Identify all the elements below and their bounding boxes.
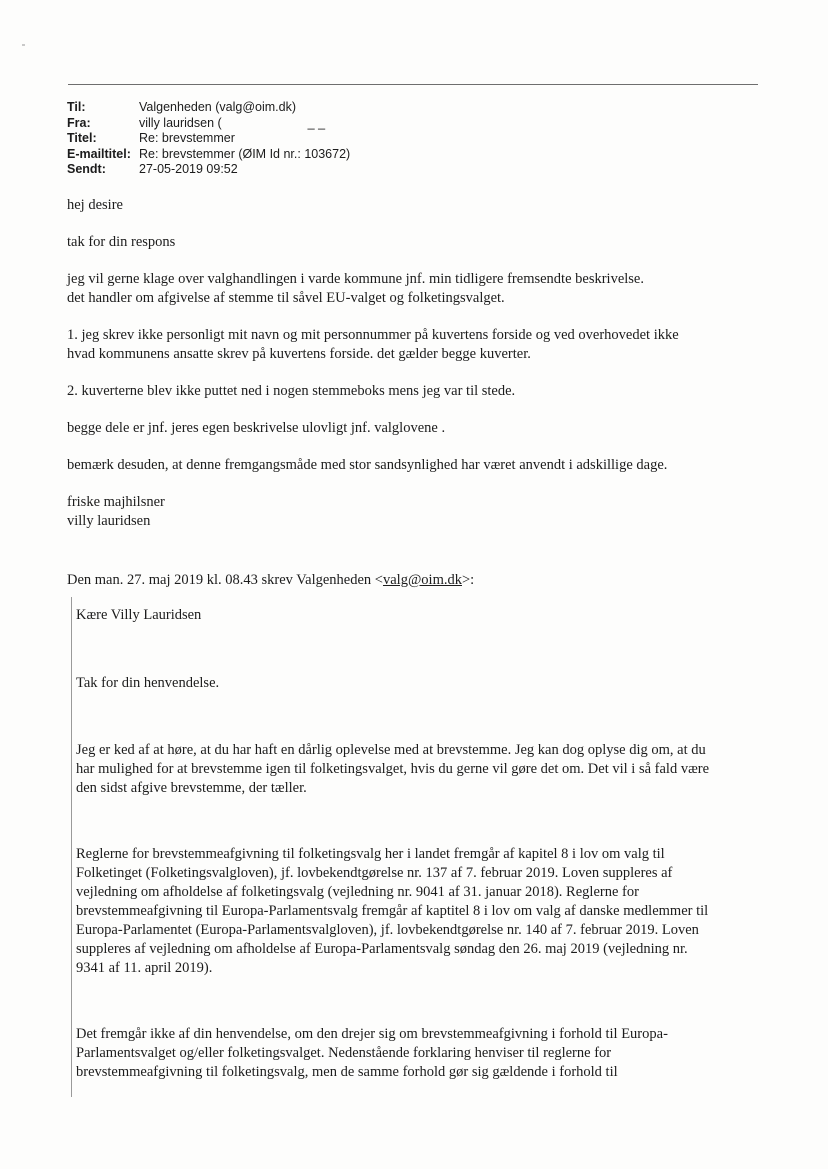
email-title-value: Re: brevstemmer (ØIM Id nr.: 103672) [139,146,351,161]
sent-value: 27-05-2019 09:52 [139,162,238,176]
quoted-p2-line6: suppleres af vejledning om afholdelse af Europa-Parlamentsvalg søndag den 26. maj 2019 (vejledning nr. [76,941,688,957]
reply-sign-line2: villy lauridsen [67,513,151,529]
header-sent-row [67,162,350,178]
quote-intro-suffix: >: [461,572,475,588]
quoted-p3-line3: brevstemmeafgivning til folketingsvalg, men de samme forhold gør sig gældende i forhold til [76,1064,618,1080]
reply-paragraph-3: 2. kuverterne blev ikke puttet ned i nogen stemmeboks mens jeg var til stede. [67,383,516,399]
quote-intro [67,571,474,590]
reply-p1-line2: det handler om afgivelse af stemme til såvel EU-valget og folketingsvalget. [67,290,505,306]
quoted-salutation: Kære Villy Lauridsen [76,607,202,623]
from-label: Fra: [67,115,91,130]
quoted-message [76,606,766,1082]
sent-label: Sendt: [67,162,106,176]
header-from-row [67,116,350,132]
from-value: villy lauridsen ( [139,115,222,130]
quoted-p2-line4: brevstemmeafgivning til Europa-Parlamentsvalg fremgår af kaptitel 8 i lov om valg af danske medlemmer til [76,903,709,919]
from-redacted: _ _ [307,115,326,130]
quoted-p2-line2: Folketinget (Folketingsvalgloven), jf. lovbekendtgørelse nr. 137 af 7. februar 2019. Loven suppleres af [76,865,673,881]
reply-sign-line1: friske majhilsner [67,494,165,510]
quoted-paragraph-2 [76,845,766,978]
email-header [67,100,350,178]
quote-bar [71,597,72,1097]
to-label: Til: [67,100,86,114]
title-label: Titel: [67,131,97,145]
header-email-title-row [67,147,350,163]
quote-intro-prefix: Den man. 27. maj 2019 kl. 08.43 skrev Valgenheden < [67,572,383,588]
quoted-p2-line5: Europa-Parlamentet (Europa-Parlamentsvalgloven), jf. lovbekendtgørelse nr. 140 af 7. februar 2019. Loven [76,922,699,938]
sender-email-link[interactable]: valg@oim.dk [382,572,462,588]
reply-thanks: tak for din respons [67,234,176,250]
reply-body [67,196,767,531]
reply-signature [67,493,767,531]
header-title-row [67,131,350,147]
reply-greeting: hej desire [67,197,123,213]
reply-paragraph-4: begge dele er jnf. jeres egen beskrivelse ulovligt jnf. valglovene . [67,420,446,436]
quoted-p1-line3: den sidst afgive brevstemme, der tæller. [76,780,307,796]
to-value: Valgenheden (valg@oim.dk) [139,100,296,114]
header-divider [68,84,758,85]
quoted-p3-line2: Parlamentsvalget og/eller folketingsvalget. Nedenstående forklaring henviser til reglerne for [76,1045,612,1061]
reply-paragraph-5: bemærk desuden, at denne fremgangsmåde med stor sandsynlighed har været anvendt i adskillige dage. [67,457,668,473]
quoted-p3-line1: Det fremgår ikke af din henvendelse, om den drejer sig om brevstemmeafgivning i forhold til Europa- [76,1026,668,1042]
header-to-row [67,100,350,116]
reply-p2-line1: 1. jeg skrev ikke personligt mit navn og mit personnummer på kuvertens forside og ved overhovedet ikke [67,327,679,343]
quoted-p2-line1: Reglerne for brevstemmeafgivning til folketingsvalg her i landet fremgår af kapitel 8 i lov om valg til [76,846,665,862]
quoted-paragraph-3 [76,1025,766,1082]
quoted-p1-line2: har mulighed for at brevstemme igen til folketingsvalget, hvis du gerne vil gøre det om. Det vil i så fald være [76,761,710,777]
quoted-paragraph-1 [76,741,766,798]
reply-paragraph-1 [67,270,767,308]
reply-p2-line2: hvad kommunens ansatte skrev på kuvertens forside. det gælder begge kuverter. [67,346,531,362]
quoted-p2-line7: 9341 af 11. april 2019). [76,960,213,976]
reply-p1-line1: jeg vil gerne klage over valghandlingen i varde kommune jnf. min tidligere fremsendte beskrivelse. [67,271,644,287]
title-value: Re: brevstemmer [139,131,235,145]
reply-paragraph-2 [67,326,767,364]
quoted-thanks: Tak for din henvendelse. [76,675,220,691]
quoted-p1-line1: Jeg er ked af at høre, at du har haft en dårlig oplevelse med at brevstemme. Jeg kan dog oplyse dig om, at du [76,742,706,758]
email-title-label: E-mailtitel: [67,146,131,161]
quoted-p2-line3: vejledning om afholdelse af folketingsvalg (vejledning nr. 9041 af 31. januar 2018). Reglerne for [76,884,639,900]
scan-speck [22,44,25,46]
